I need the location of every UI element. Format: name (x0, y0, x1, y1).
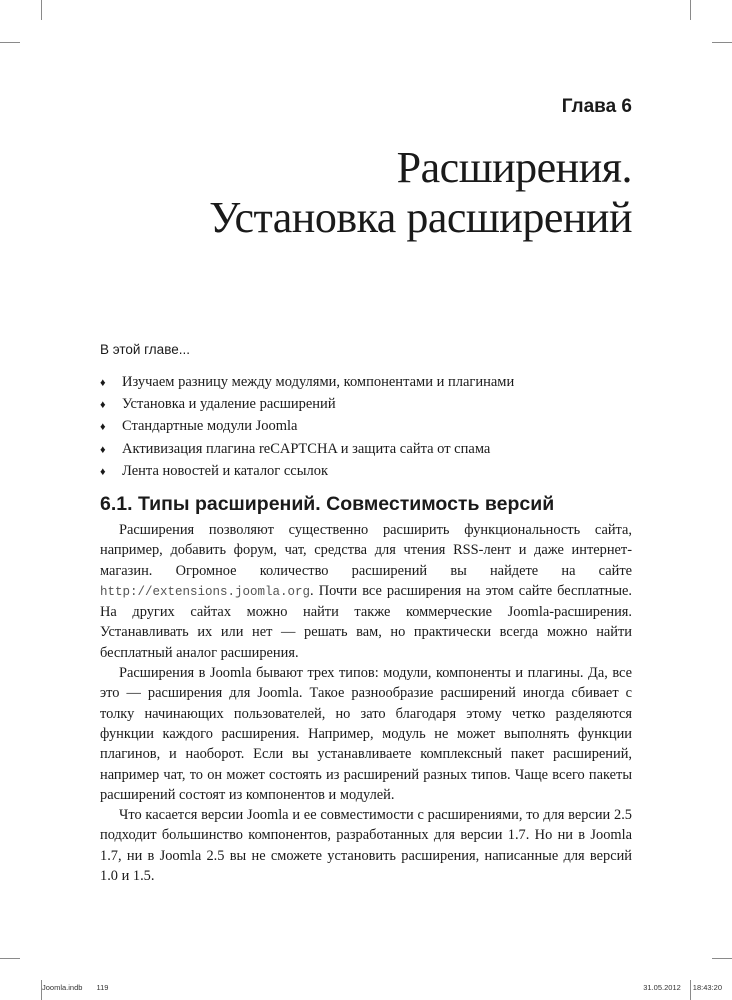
list-item (100, 394, 514, 416)
crop-mark-top-right (690, 0, 691, 20)
print-footer-right (643, 983, 722, 992)
list-item-text: Стандартные модули Joomla (122, 418, 298, 435)
chapter-title (209, 143, 632, 243)
diamond-bullet-icon: ♦ (100, 465, 106, 478)
list-item-text: Активизация плагина reCAPTCHA и защита сайта от спама (122, 440, 491, 457)
chapter-label: Глава 6 (561, 96, 632, 117)
footer-filename: Joomla.indb (42, 983, 83, 992)
list-item (100, 372, 514, 394)
list-item (100, 416, 514, 438)
paragraph-2: Расширения в Joomla бывают трех типов: модули, компоненты и плагины. Да, все это — расширения для Joomla. Такое разнообразие расширений иногда сбивает с толку начинающих пользователей, но зато благодаря этому четко разделяются функции каждого расширения. Например, модуль не может выполнять функции плагинов, и наоборот. Если вы устанавливаете комплексный пакет расширений, например чат, то он может состоять из расширений разных типов. Чаще всего пакеты расширений состоят из компонентов и модулей. (100, 665, 632, 803)
footer-time: 18:43:20 (692, 983, 722, 992)
diamond-bullet-icon: ♦ (100, 377, 106, 389)
diamond-bullet-icon: ♦ (100, 399, 106, 412)
crop-mark-top-left (41, 0, 42, 20)
list-item-text: Лента новостей и каталог ссылок (122, 462, 329, 479)
footer-date: 31.05.2012 (643, 983, 681, 992)
section-heading: 6.1. Типы расширений. Совместимость версий (100, 493, 555, 515)
paragraph-3: Что касается версии Joomla и ее совместимости с расширениями, то для версии 2.5 подходит большинство компонентов, разработанных для версии 1.7. Но ни в Joomla 1.7, ни в Joomla 2.5 вы не сможете установить расширения, написанные для версий 1.0 и 1.5. (100, 807, 632, 885)
diamond-bullet-icon: ♦ (100, 443, 106, 456)
chapter-intro: В этой главе... (100, 342, 190, 357)
crop-mark-right-top (712, 42, 732, 43)
crop-mark-left-top (0, 42, 20, 43)
paragraph-1-text-start: Расширения позволяют существенно расширить функциональность сайта, например, добавить форум, чат, средства для чтения RSS-лент и даже интернет-магазин. Огромное количество расширений вы найдете на сайте (100, 522, 632, 579)
paragraph-1-text-end: . Почти все расширения на этом сайте бесплатные. На других сайтах можно найти также коммерческие Joomla-расширения. Устанавливать их или нет — решать вам, но практически всегда можно найти бесплатный аналог расширения. (100, 582, 632, 661)
section-body (100, 520, 632, 886)
chapter-topics-list (100, 372, 514, 483)
crop-mark-left-bottom (0, 958, 20, 959)
chapter-title-line-2: Установка расширений (209, 193, 632, 242)
extensions-url: http://extensions.joomla.org (100, 584, 311, 599)
footer-page-number: 119 (96, 983, 109, 992)
list-item (100, 439, 514, 461)
diamond-bullet-icon: ♦ (100, 421, 106, 434)
print-footer-left (42, 983, 108, 992)
crop-mark-right-bottom (712, 958, 732, 959)
list-item-text: Изучаем разницу между модулями, компонентами и плагинами (122, 374, 515, 390)
list-item (100, 461, 514, 483)
chapter-title-line-1: Расширения. (396, 143, 632, 192)
list-item-text: Установка и удаление расширений (122, 396, 336, 413)
paragraph-1 (100, 520, 632, 663)
